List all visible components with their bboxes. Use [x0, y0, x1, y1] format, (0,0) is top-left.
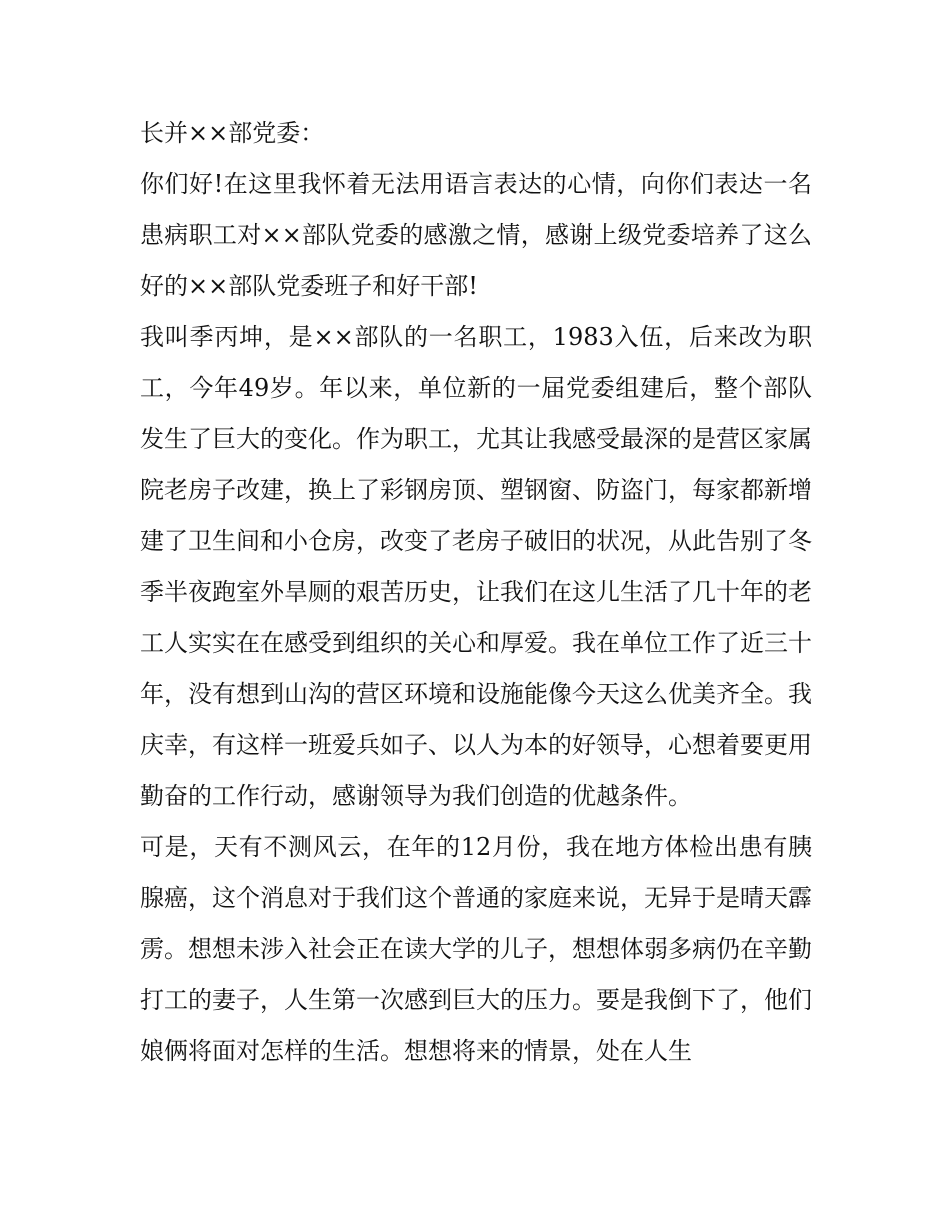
- paragraph-introduction: 我叫季丙坤，是××部队的一名职工，1983入伍，后来改为职工，今年49岁。年以来，单位新的一届党委组建后，整个部队发生了巨大的变化。作为职工，尤其让我感受最深的是营区家属院老房子改建，换上了彩钢房顶、塑钢窗、防盗门，每家都新增建了卫生间和小仓房，改变了老房子破旧的状况，从此告别了冬季半夜跑室外旱厕的艰苦历史，让我们在这儿生活了几十年的老工人实实在在感受到组织的关心和厚爱。我在单位工作了近三十年，没有想到山沟的营区环境和设施能像今天这么优美齐全。我庆幸，有这样一班爱兵如子、以人为本的好领导，心想着要更用勤奋的工作行动，感谢领导为我们创造的优越条件。: [140, 323, 812, 810]
- letter-salutation: 长并××部党委：: [140, 119, 325, 147]
- paragraph-illness: 可是，天有不测风云，在年的12月份，我在地方体检出患有胰腺癌，这个消息对于我们这个普通的家庭来说，无异于是晴天霹雳。想想未涉入社会正在读大学的儿子，想想体弱多病仍在辛勤打工的妻子，人生第一次感到巨大的压力。要是我倒下了，他们娘俩将面对怎样的生活。想想将来的情景，处在人生: [140, 833, 812, 1065]
- letter-body: [140, 108, 812, 1077]
- paragraph-greeting: 你们好!在这里我怀着无法用语言表达的心情，向你们表达一名患病职工对××部队党委的感激之情，感谢上级党委培养了这么好的××部队党委班子和好干部!: [140, 170, 812, 300]
